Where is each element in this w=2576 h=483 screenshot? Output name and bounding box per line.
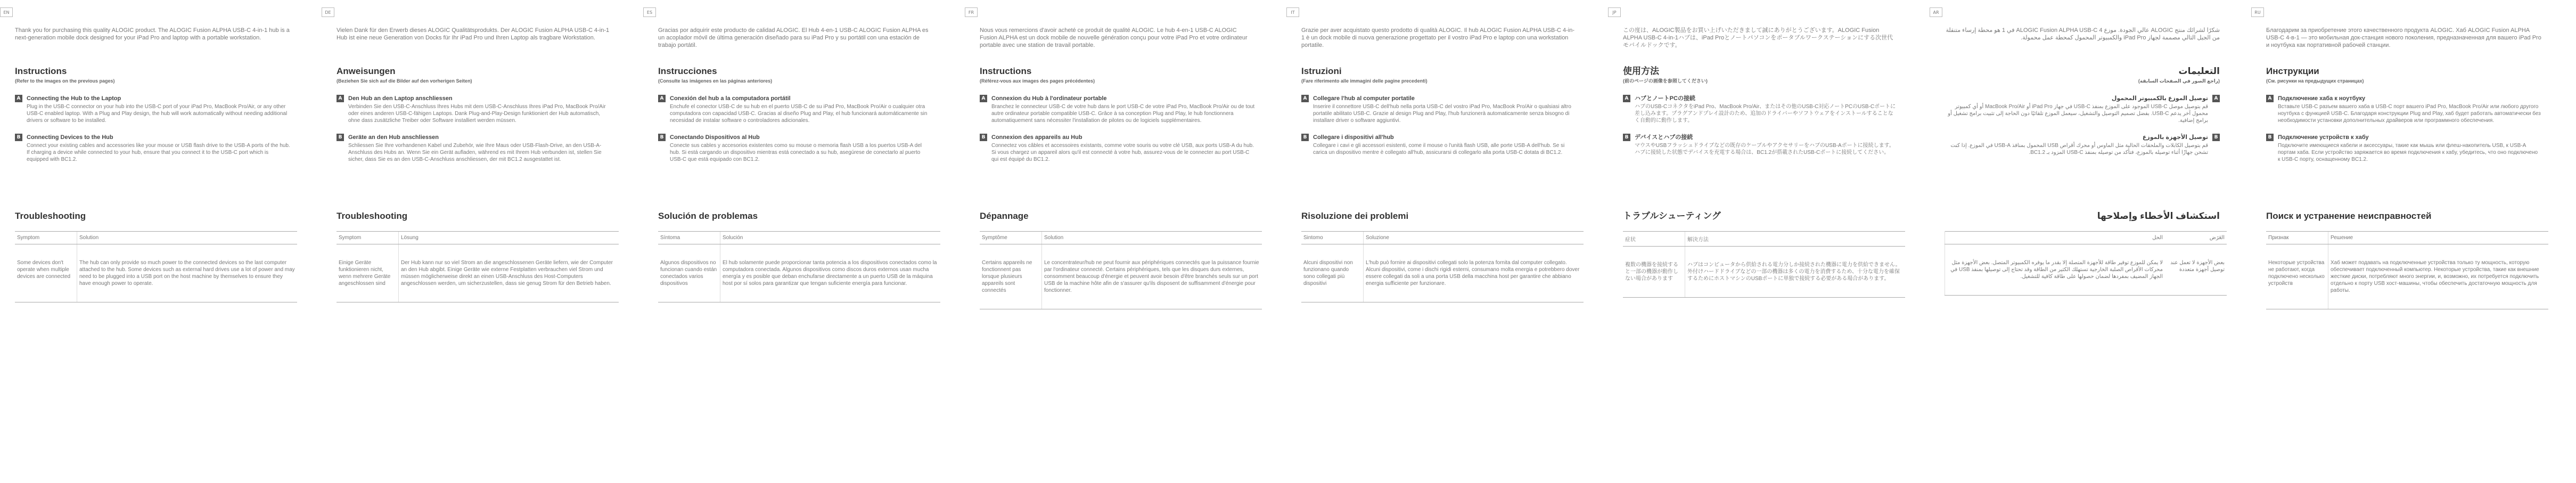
step-marker: B: [337, 134, 344, 141]
step-title: توصيل الأجهزة بالموزع: [2142, 134, 2208, 141]
language-badge: FR: [965, 7, 978, 17]
step-b: [1623, 134, 1898, 159]
step-title: Collegare i dispositivi all'hub: [1313, 134, 1394, 141]
step-marker: B: [2266, 134, 2274, 141]
table-header-row: [658, 232, 940, 244]
step-title: Connecting the Hub to the Laptop: [27, 95, 121, 102]
instructions-heading: Instructions: [980, 66, 1032, 76]
step-marker: A: [2266, 95, 2274, 102]
solution-column-header: Solution: [77, 232, 298, 244]
step-title: Conectando Dispositivos al Hub: [670, 134, 760, 141]
symptom-cell: Некоторые устройства не работают, когда подключено несколько устройств: [2266, 244, 2328, 309]
intro-text: Gracias por adquirir este producto de calidad ALOGIC. El Hub 4-en-1 USB-C ALOGIC Fusion ALPHA es un acoplador móvil de última generación diseñado para su iPad Pro y su portátil con una estación de trabajo portátil.: [658, 27, 929, 48]
intro-text: شكرًا لشرائك منتج ALOGIC عالي الجودة. موزع ALOGIC Fusion ALPHA USB-C 4 في 1 هو محطة إرساء متنقلة من الجيل التالي مصممة لجهاز iPad Pro والكمبيوتر المحمول كمحطة عمل محمولة.: [1946, 27, 2220, 41]
language-badge: AR: [1930, 7, 1942, 17]
panel-en: [0, 0, 300, 483]
step-title: Connexion du Hub à l'ordinateur portable: [991, 95, 1107, 102]
language-badge: EN: [0, 7, 13, 17]
step-a: [1301, 95, 1577, 124]
panel-ru: [2251, 0, 2551, 483]
panel-it: [1286, 0, 1586, 483]
step-a: [658, 95, 933, 124]
solution-column-header: Soluzione: [1364, 232, 1584, 244]
instructions-heading: Instructions: [15, 66, 67, 76]
step-body: Plug in the USB-C connector on your hub into the USB-C port of your iPad Pro, MacBook Pro/Air, or any other USB-C enabled laptop. With a Plug and Play design, the hub will work automatically without needing additional drivers or software to be installed.: [27, 104, 288, 124]
table-row: [1945, 244, 2227, 296]
step-b: [1945, 134, 2220, 159]
language-badge: RU: [2251, 7, 2264, 17]
step-body: Connectez vos câbles et accessoires existants, comme votre souris ou votre clé USB, aux ports USB-A du hub. Si vous chargez un appareil alors qu'il est connecté à votre hub, assurez-vous de le connecter au port USB-C qui est équipé du BC1.2.: [991, 143, 1254, 162]
step-title: Geräte an den Hub anschliessen: [348, 134, 439, 141]
instructions-subtitle: (Refer to the images on the previous pages): [15, 78, 115, 84]
troubleshooting-heading: Поиск и устранение неисправностей: [2266, 211, 2432, 221]
troubleshooting-table: [980, 231, 1262, 309]
step-marker: B: [658, 134, 666, 141]
intro-text: Grazie per aver acquistato questo prodotto di qualità ALOGIC. Il hub ALOGIC Fusion ALPHA USB-C 4-in-1 è un dock mobile di nuova generazione progettato per il vostro iPad Pro e laptop con una workstation portatile.: [1301, 27, 1574, 48]
troubleshooting-table: [1623, 231, 1905, 298]
step-title: Подключение хаба к ноутбуку: [2278, 95, 2366, 102]
step-a: [15, 95, 290, 124]
instructions-heading: 使用方法: [1623, 66, 1659, 76]
table-header-row: [980, 232, 1262, 244]
symptom-column-header: Symptom: [337, 232, 399, 244]
symptom-cell: بعض الأجهزة لا تعمل عند توصيل أجهزة متعددة: [2165, 244, 2227, 296]
instructions-heading: Istruzioni: [1301, 66, 1342, 76]
instructions-subtitle: (Référez-vous aux images des pages précédentes): [980, 78, 1095, 84]
table-row: [980, 244, 1262, 309]
symptom-column-header: Symptom: [15, 232, 77, 244]
symptom-column-header: العَرَض: [2165, 232, 2227, 244]
table-row: [2266, 244, 2548, 309]
symptom-cell: Some devices don't operate when multiple devices are connected: [15, 244, 77, 302]
table-header-row: [1623, 232, 1905, 247]
step-a: [1623, 95, 1898, 124]
step-marker: A: [1623, 95, 1630, 102]
solution-cell: Хаб может подавать на подключенные устройства только ту мощность, которую обеспечивает подключенный компьютер. Некоторые устройства, такие как внешние жесткие диски, потребляют много энергии, и, возможно, их потребуется подключить отдельно к порту USB хост-машины, чтобы обеспечить достаточную мощность для работы.: [2328, 244, 2549, 309]
table-row: [337, 244, 619, 302]
step-body: マウスやUSBフラッシュドライブなどの既存のケーブルやアクセサリーをハブのUSB-Aポートに接続します。ハブに接続した状態でデバイスを充電する場合は、BC1.2が搭載されたUSB-Cポートに接続してください。: [1635, 143, 1894, 155]
step-marker: A: [337, 95, 344, 102]
symptom-cell: Certains appareils ne fonctionnent pas lorsque plusieurs appareils sont connectés: [980, 244, 1042, 309]
troubleshooting-heading: Troubleshooting: [337, 211, 408, 221]
troubleshooting-heading: Risoluzione dei problemi: [1301, 211, 1409, 221]
step-marker: A: [658, 95, 666, 102]
instructions-subtitle: (前のページの画像を参照してください): [1623, 78, 1708, 84]
step-b: [1301, 134, 1577, 159]
symptom-cell: Algunos dispositivos no funcionan cuando están conectados varios dispositivos: [658, 244, 720, 302]
step-marker: B: [15, 134, 22, 141]
step-title: ハブとノートPCの接続: [1635, 95, 1695, 102]
panel-jp: [1608, 0, 1908, 483]
troubleshooting-heading: Dépannage: [980, 211, 1029, 221]
step-marker: A: [2212, 95, 2220, 102]
step-marker: B: [1301, 134, 1309, 141]
step-title: Connecting Devices to the Hub: [27, 134, 113, 141]
symptom-cell: 複数の機器を接続すると一部の機器が動作しない場合があります: [1623, 247, 1685, 298]
step-title: توصيل الموزع بالكمبيوتر المحمول: [2111, 95, 2208, 102]
step-a: [2266, 95, 2541, 124]
solution-cell: لا يمكن للموزع توفير طاقة للأجهزة المتصلة إلا بقدر ما يوفره الكمبيوتر المتصل. بعض الأجهزة مثل محركات الأقراص الصلبة الخارجية تستهلك الكثير من الطاقة وقد تحتاج إلى توصيلها بمنفذ USB في الجهاز المضيف بمفردها لضمان حصولها على طاقة كافية للتشغيل.: [1945, 244, 2165, 296]
step-title: Conexión del hub a la computadora portátil: [670, 95, 791, 102]
solution-column-header: Solución: [720, 232, 941, 244]
instructions-heading: التعليمات: [2178, 66, 2220, 76]
intro-text: Thank you for purchasing this quality ALOGIC product. The ALOGIC Fusion ALPHA USB-C 4-in-1 hub is a next-generation mobile dock designed for your iPad Pro and laptop with a portable workstation.: [15, 27, 290, 41]
table-header-row: [2266, 232, 2548, 244]
troubleshooting-table: [658, 231, 940, 302]
intro-text: Vielen Dank für den Erwerb dieses ALOGIC Qualitätsprodukts. Der ALOGIC Fusion ALPHA USB-C 4-in-1 Hub ist eine neue Generation von Docks für Ihr iPad Pro und Ihren Laptop als tragbare Workstation.: [337, 27, 610, 41]
troubleshooting-table: [15, 231, 297, 302]
step-b: [980, 134, 1255, 163]
step-body: Inserire il connettore USB-C dell'hub nella porta USB-C del vostro iPad Pro, MacBook Pro/Air o qualsiasi altro portatile abilitato USB-C. Grazie al design Plug and Play, l'hub funzionerà automaticamente senza bisogno di installare driver o software aggiuntivi.: [1313, 104, 1571, 124]
step-body: Connect your existing cables and accessories like your mouse or USB flash drive to the USB-A ports of the hub. If charging a device while connected to your hub, ensure that you connect it to the USB-C port which is equipped with BC1.2.: [27, 143, 290, 162]
step-a: [1945, 95, 2220, 124]
troubleshooting-heading: Solución de problemas: [658, 211, 758, 221]
intro-text: Nous vous remercions d'avoir acheté ce produit de qualité ALOGIC. Le hub 4-en-1 USB-C ALOGIC Fusion ALPHA est un dock mobile de nouvelle génération conçu pour votre iPad Pro et votre ordinateur portable avec une station de travail portable.: [980, 27, 1248, 48]
instructions-subtitle: (Fare riferimento alle immagini delle pagine precedenti): [1301, 78, 1428, 84]
step-title: Den Hub an den Laptop anschliessen: [348, 95, 453, 102]
solution-column-header: Lösung: [399, 232, 619, 244]
solution-column-header: الحل: [1945, 232, 2165, 244]
step-body: Verbinden Sie den USB-C-Anschluss Ihres Hubs mit dem USB-C-Anschluss Ihres iPad Pro, MacBook Pro/Air oder eines anderen USB-C-fähigen Laptops. Dank Plug-and-Play-Design funktioniert der Hub automatisch, ohne dass zusätzliche Treiber oder Software installiert werden müssen.: [348, 104, 606, 124]
solution-column-header: Решение: [2328, 232, 2549, 244]
step-a: [337, 95, 612, 124]
symptom-column-header: Síntoma: [658, 232, 720, 244]
instructions-subtitle: (راجع الصور في الصفحات السابقة): [2138, 78, 2220, 84]
step-title: Подключение устройств к хабу: [2278, 134, 2369, 141]
instructions-subtitle: (См. рисунки на предыдущих страницах): [2266, 78, 2364, 84]
panel-ar: [1930, 0, 2229, 483]
solution-cell: The hub can only provide so much power to the connected devices so the last computer attached to the hub. Some devices such as external hard drives use a lot of power and may need to be plugged into a USB port on the host machine by themselves to ensure they have enough power to operate.: [77, 244, 298, 302]
table-header-row: [1945, 232, 2227, 244]
table-row: [658, 244, 940, 302]
step-marker: B: [1623, 134, 1630, 141]
step-title: デバイスとハブの接続: [1635, 134, 1693, 141]
step-body: Collegare i cavi e gli accessori esistenti, come il mouse o l'unità flash USB, alle porte USB-A dell'hub. Se si carica un dispositivo mentre è collegato all'hub, assicurarsi di collegarlo alla porta USB-C dotata di BC1.2.: [1313, 143, 1565, 155]
step-marker: B: [980, 134, 987, 141]
solution-cell: L'hub può fornire ai dispositivi collegati solo la potenza fornita dal computer collegato. Alcuni dispositivi, come i dischi rigidi esterni, consumano molta energia e potrebbero dover essere collegati da soli a una porta USB della macchina host per garantire che abbiano energia sufficiente per funzionare.: [1364, 244, 1584, 302]
symptom-cell: Einige Geräte funktionieren nicht, wenn mehrere Geräte angeschlossen sind: [337, 244, 399, 302]
symptom-column-header: Symptôme: [980, 232, 1042, 244]
troubleshooting-heading: استكشاف الأخطاء وإصلاحها: [2097, 211, 2220, 221]
troubleshooting-heading: トラブルシューティング: [1623, 211, 1721, 221]
panel-es: [643, 0, 943, 483]
step-b: [337, 134, 612, 163]
symptom-cell: Alcuni dispositivi non funzionano quando sono collegati più dispositivi: [1301, 244, 1364, 302]
step-body: قم بتوصيل الكابلات والملحقات الحالية مثل الماوس أو محرك أقراص USB المحمول بمنافذ USB-A في الموزع. إذا كنت تشحن جهازًا أثناء توصيله بالموزع، فتأكد من توصيله بمنفذ USB-C المزود بـ BC1.2.: [1950, 143, 2208, 155]
solution-cell: Le concentrateur/hub ne peut fournir aux périphériques connectés que la puissance fournie par l'ordinateur connecté. Certains périphériques, tels que les disques durs externes, consomment beaucoup d'énergie et peuvent avoir besoin d'être branchés seuls sur un port USB de la machine hôte afin de s'assurer qu'ils disposent de suffisamment d'énergie pour fonctionner.: [1042, 244, 1262, 309]
troubleshooting-table: [2266, 231, 2548, 309]
instructions-subtitle: (Beziehen Sie sich auf die Bilder auf den vorherigen Seiten): [337, 78, 472, 84]
step-a: [980, 95, 1255, 124]
step-body: Conecte sus cables y accesorios existentes como su mouse o memoria flash USB a los puertos USB-A del hub. Si está cargando un dispositivo mientras está conectado a su hub, asegúrese de conectarlo al puerto USB-C que está equipado con BC1.2.: [670, 143, 922, 162]
step-marker: B: [2212, 134, 2220, 141]
step-body: Вставьте USB-C разъем вашего хаба в USB-C порт вашего iPad Pro, MacBook Pro/Air или любого другого ноутбука с функцией USB-C. Благодаря конструкции Plug and Play, хаб будет работать автоматически без необходимости установки дополнительных драйверов или программного обеспечения.: [2278, 104, 2541, 124]
intro-text: この度は、ALOGIC製品をお買い上げいただきまして誠にありがとうございます。ALOGIC Fusion ALPHA USB-C 4-in-1ハブは、iPad Proとノートパソコンをポータブルワークステーションにする次世代モバイルドックです。: [1623, 27, 1893, 48]
symptom-column-header: Признак: [2266, 232, 2328, 244]
symptom-column-header: 症状: [1623, 232, 1685, 247]
table-row: [1301, 244, 1584, 302]
step-body: Enchufe el conector USB-C de su hub en el puerto USB-C de su iPad Pro, MacBook Pro/Air o cualquier otra computadora con capacidad USB-C. Gracias al diseño Plug and Play, el hub funcionará automáticamente sin necesidad de instalar software o controladores adicionales.: [670, 104, 928, 124]
language-badge: DE: [322, 7, 334, 17]
table-row: [1623, 247, 1905, 298]
step-b: [2266, 134, 2541, 163]
step-body: Подключите имеющиеся кабели и аксессуары, такие как мышь или флеш-накопитель USB, к USB-A портам хаба. Если устройство заряжается во время подключения к хабу, убедитесь, что оно подключено к USB-C порту, оснащенному BC1.2.: [2278, 143, 2538, 162]
panel-fr: [965, 0, 1265, 483]
language-badge: IT: [1286, 7, 1299, 17]
table-header-row: [15, 232, 297, 244]
language-badge: ES: [643, 7, 656, 17]
instructions-heading: Инструкции: [2266, 66, 2319, 76]
language-badge: JP: [1608, 7, 1621, 17]
troubleshooting-table: [1945, 231, 2227, 296]
panel-de: [322, 0, 621, 483]
instructions-heading: Anweisungen: [337, 66, 396, 76]
table-header-row: [1301, 232, 1584, 244]
step-b: [658, 134, 933, 163]
step-body: Schliessen Sie Ihre vorhandenen Kabel und Zubehör, wie Ihre Maus oder USB-Flash-Drive, an den USB-A-Anschluss des Hubs an. Wenn Sie ein Gerät aufladen, während es mit Ihrem Hub verbunden ist, stellen Sie sicher, dass Sie es an den USB-C-Anschluss anschliessen, der mit BC1.2 ausgestattet ist.: [348, 143, 602, 162]
troubleshooting-table: [337, 231, 619, 302]
instructions-subtitle: (Consulte las imágenes en las páginas anteriores): [658, 78, 773, 84]
step-body: Branchez le connecteur USB-C de votre hub dans le port USB-C de votre iPad Pro, MacBook Pro/Air ou de tout autre ordinateur portable compatible USB-C. Grâce à sa conception Plug and Play, le hub fonctionnera automatiquement sans nécessiter l'installation de pilotes ou de logiciels supplémentaires.: [991, 104, 1255, 124]
step-title: Connexion des appareils au Hub: [991, 134, 1082, 141]
troubleshooting-table: [1301, 231, 1584, 302]
solution-column-header: 解決方法: [1685, 232, 1906, 247]
table-header-row: [337, 232, 619, 244]
step-title: Collegare l'hub al computer portatile: [1313, 95, 1415, 102]
solution-cell: ハブはコンピュータから供給される電力分しか接続された機器に電力を供給できません。外付けハードドライブなどの一部の機器は多くの電力を消費するため、十分な電力を確保するためにホストマシンのUSBポートに単独で接続する必要がある場合があります。: [1685, 247, 1906, 298]
intro-text: Благодарим за приобретение этого качественного продукта ALOGIC. Хаб ALOGIC Fusion ALPHA USB-C 4-в-1 — это мобильная док-станция нового поколения, предназначенная для вашего iPad Pro и ноутбука как портативной рабочей станции.: [2266, 27, 2541, 48]
symptom-column-header: Sintomo: [1301, 232, 1364, 244]
solution-cell: Der Hub kann nur so viel Strom an die angeschlossenen Geräte liefern, wie der Computer an den Hub abgibt. Einige Geräte wie externe Festplatten verbrauchen viel Strom und müssen möglicherweise direkt an einen USB-Anschluss des Host-Computers angeschlossen werden, um sicherzustellen, dass sie genug Strom für den Betrieb haben.: [399, 244, 619, 302]
solution-column-header: Solution: [1042, 232, 1262, 244]
step-b: [15, 134, 290, 163]
table-row: [15, 244, 297, 302]
step-marker: A: [980, 95, 987, 102]
step-marker: A: [15, 95, 22, 102]
troubleshooting-heading: Troubleshooting: [15, 211, 86, 221]
step-marker: A: [1301, 95, 1309, 102]
step-body: ハブのUSB-CコネクタをiPad Pro、MacBook Pro/Air、またはその他のUSB-C対応ノートPCのUSB-Cポートに差し込みます。プラグアンドプレイ設計のため、追加のドライバーやソフトウェアをインストールすることなく自動的に動作します。: [1635, 104, 1896, 124]
step-body: قم بتوصيل موصل USB-C الموجود على الموزع بمنفذ USB-C في جهاز iPad Pro أو MacBook Pro/Air أو أي كمبيوتر محمول آخر يدعم USB-C. بفضل تصميم التوصيل والتشغيل، سيعمل الموزع تلقائيًا دون الحاجة إلى تثبيت برامج تشغيل أو برامج إضافية.: [1948, 104, 2208, 124]
instructions-heading: Instrucciones: [658, 66, 717, 76]
solution-cell: El hub solamente puede proporcionar tanta potencia a los dispositivos conectados como la computadora conectada. Algunos dispositivos como discos duros externos usan mucha energía y es posible que deban enchufarse directamente a un puerto USB de la máquina host por sí solos para garantizar que tengan suficiente energía para funcionar.: [720, 244, 941, 302]
